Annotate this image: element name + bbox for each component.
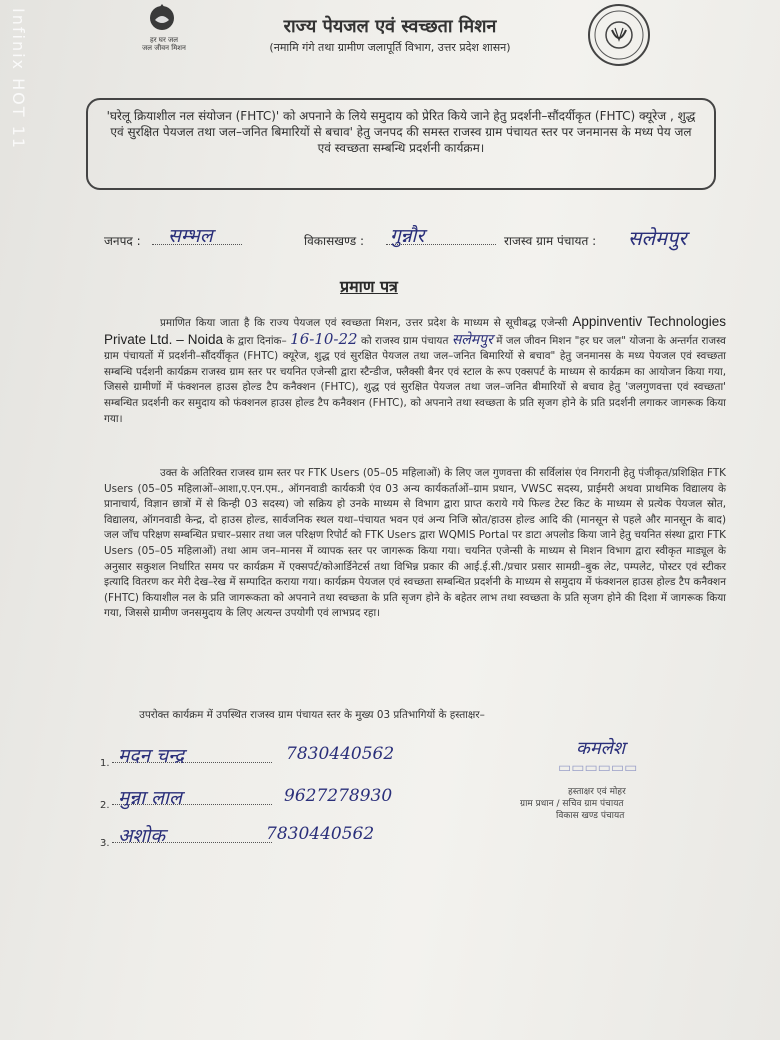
participant-name: मुन्ना लाल [118, 787, 182, 809]
sig-number: 3. [100, 838, 110, 849]
signatures-intro: उपरोक्त कार्यक्रम में उपस्थित राजस्व ग्राम पंचायत स्तर के मुख्य 03 प्रतिभागियों के हस्ताक्षर– [139, 709, 485, 721]
logo-text: हर घर जल [150, 36, 178, 44]
participant-name: अशोक [118, 825, 165, 847]
village-value: सलेमपुर [628, 226, 687, 250]
village-label: राजस्व ग्राम पंचायत : [504, 234, 597, 248]
block-label: विकासखण्ड : [304, 234, 365, 248]
pradhan-stamp [520, 738, 720, 822]
agency-name: Appinventiv Technologies Private Ltd. – Noida [104, 314, 726, 347]
para1-body: में जल जीवन मिशन "हर घर जल" योजना के अन्तर्गत राजस्व ग्राम पंचायतों में प्रदर्शनी–सौंदर्यीकृत (FHTC) क्यूरेज, शुद्ध एवं सुरक्षित पेयजल तथा जल–जनित बिमारियों से बचाव" हेतु जनमानस के मध्य पेयजल एवं स्वच्छता सम्बन्धि पर्दशनी कार्यक्रम राजस्व ग्राम स्तर पर चयनित एजेन्सी द्वारा स्टैन्डीज, फ्लैक्सी बैनर एवं स्टाल के रूप एक्सपर्ट के माध्यम से कार्यक्रम का आयोजन किया गया, जिससे ग्रामीणों में फंक्शनल हाउस होल्ड टैप कनैक्शन (FHTC), शुद्ध एवं सुरक्षित पेयजल तथा जल–जनित बीमारियों से बचाव हेतु 'जलगुणवत्ता एवं स्वच्छता' सम्बन्धित प्रदर्शनी कर समुदाय को फंक्शनल हाउस होल्ड टैप कनैक्शन (FHTC), को अपनाने तथा स्वच्छता के प्रति सृजग होने के प्रति प्रदर्शनी लगाकर जागरूक किया गया। [104, 334, 726, 425]
emblem-icon [590, 6, 648, 64]
stamp-impression: ▭▭▭▭▭▭ [558, 760, 638, 776]
participant-signature-3 [100, 824, 460, 854]
para1-lead: प्रमाणित किया जाता है कि राज्य पेयजल एवं स्वच्छता मिशन, उत्तर प्रदेश के माध्यम से सूचीबद्ध एजेन्सी [160, 317, 568, 329]
participant-phone: 9627278930 [284, 786, 393, 806]
header-title: राज्य पेयजल एवं स्वच्छता मिशन [283, 16, 497, 37]
para1-date-suffix: को राजस्व ग्राम पंचायत [361, 334, 449, 347]
para2-text: उक्त के अतिरिक्त राजस्व ग्राम स्तर पर FTK Users (05–05 महिलाओं) के लिए जल गुणवत्ता की सर्विलांस एंव निगरानी हेतु पंजीकृत/प्रशिक्षित FTK Users (05–05 महिलाओं–आशा,ए.एन.एम., ऑगनवाडी कार्यकत्री एंव 03 अन्य कार्यकर्ताओं–ग्राम प्रधान, VWSC सदस्य, प्राईमरी अथवा प्राथमिक विद्यालय के प्रानाचार्य, विज्ञान छात्रों में से किन्ही 03 सदस्य) जो सक्रिय हो उनके माध्यम से विभाग द्वारा प्राप्त कराये गये फिल्ड टेस्ट किट के माध्यम से प्रत्येक पेयजल स्रोत, विद्यालय, ऑगनवाडी केन्द्र, दो हाउस होल्ड, सार्वजनिक स्थल यथा–पंचायत भवन एवं अन्य निजि स्रोत/हाउस होल्ड आदि की (मानसून से पहले और मानसून के बाद) जल जाँच परिक्षण सम्बन्धित प्रचार–प्रसार तथा जल परिक्षण रिपोर्ट को FTK Users द्वारा WQMIS Portal पर डाटा अपलोड किया जाने हेतु चयनित संस्था द्वारा FTK Users (05–05 महिलाओं) तथा आम जन–मानस में व्यापक स्तर पर जागरूक किया गया। चयनित एजेन्सी के माध्यम से मिशन विभाग द्वारा स्वीकृत माड्यूल के अनुसार सकुशल निर्धारित समय पर कार्यक्रम में एक्सपर्ट/कोआर्डिनेटर्स तथा विभिन्न प्रकार की आई.ई.सी./प्रचार प्रसार सामग्री–बुक लेट, पम्पलेट, पोस्टर एवं स्टीकर इत्यादि वितरण कर मेरी देख–रेख में सम्पादित कराया गया। कार्यक्रम पेयजल एवं स्वच्छता सम्बन्धित प्रदर्शनी के माध्यम से समुदाय में फंक्शनल हाउस होल्ड टैप कनैक्शन (FHTC) कियाशील नल के प्रति जागरूकता को अपनाने तथा स्वच्छता के प्रति सृजग होने के बहेतर लाभ तथा स्वच्छता के प्रति सृजग होने की दिशा में जागरूक किया गया, जिससे ग्रामीण जनसमुदाय के लिए अत्यन्त उपयोगी एवं लाभप्रद रहा। [104, 467, 726, 620]
program-notice-box [86, 98, 716, 190]
up-govt-seal-logo [588, 4, 650, 66]
district-value: सम्भल [168, 225, 213, 247]
har-ghar-jal-logo [128, 4, 196, 64]
district-label: जनपद : [104, 234, 141, 248]
certificate-paragraph-1 [104, 314, 726, 427]
participant-signature-2 [100, 786, 460, 816]
sig-number: 2. [100, 800, 110, 811]
certificate-title: प्रमाण पत्र [340, 277, 398, 296]
stamp-line-1: हस्ताक्षर एवं मोहर [568, 787, 626, 797]
participant-phone: 7830440562 [286, 744, 395, 764]
participant-name: मदन चन्द्र [118, 745, 185, 767]
para1-village: सलेमपुर [451, 331, 493, 348]
para1-date-prefix: के द्वारा दिनांक– [226, 334, 287, 347]
notice-text: 'घरेलू क्रियाशील नल संयोजन (FHTC)' को अपनाने के लिये समुदाय को प्रेरित किये जाने हेतु प्रदर्शनी–सौंदर्यीकृत (FHTC) क्यूरेज , शुद्ध एवं सुरक्षित पेयजल तथा जल–जनित बिमारियों से बचाव' हेतु जनपद की समस्त राजस्व ग्राम पंचायत स्तर पर जनमानस के मध्य पेय जल एवं स्वच्छता सम्बन्धि प्रदर्शनी कार्यक्रम। [106, 109, 696, 155]
pradhan-signature: कमलेश [576, 738, 626, 759]
stamp-line-3: विकास खण्ड पंचायत [556, 811, 625, 821]
participant-signature-1 [100, 744, 460, 774]
participant-phone: 7830440562 [266, 824, 375, 844]
sig-number: 1. [100, 758, 110, 769]
logo-subtext: जल जीवन मिशन [142, 44, 186, 52]
block-value: गुन्नौर [390, 225, 425, 247]
camera-watermark: Infinix HOT 11 [9, 8, 28, 150]
header-subtitle: (नमामि गंगे तथा ग्रामीण जलापूर्ति विभाग, उत्तर प्रदेश शासन) [269, 41, 511, 54]
certificate-paragraph-2 [104, 466, 726, 622]
location-fields [104, 225, 744, 268]
water-drop-icon [128, 4, 196, 38]
program-date: 16-10-22 [290, 329, 358, 348]
stamp-line-2: ग्राम प्रधान / सचिव ग्राम पंचायत [520, 799, 624, 809]
